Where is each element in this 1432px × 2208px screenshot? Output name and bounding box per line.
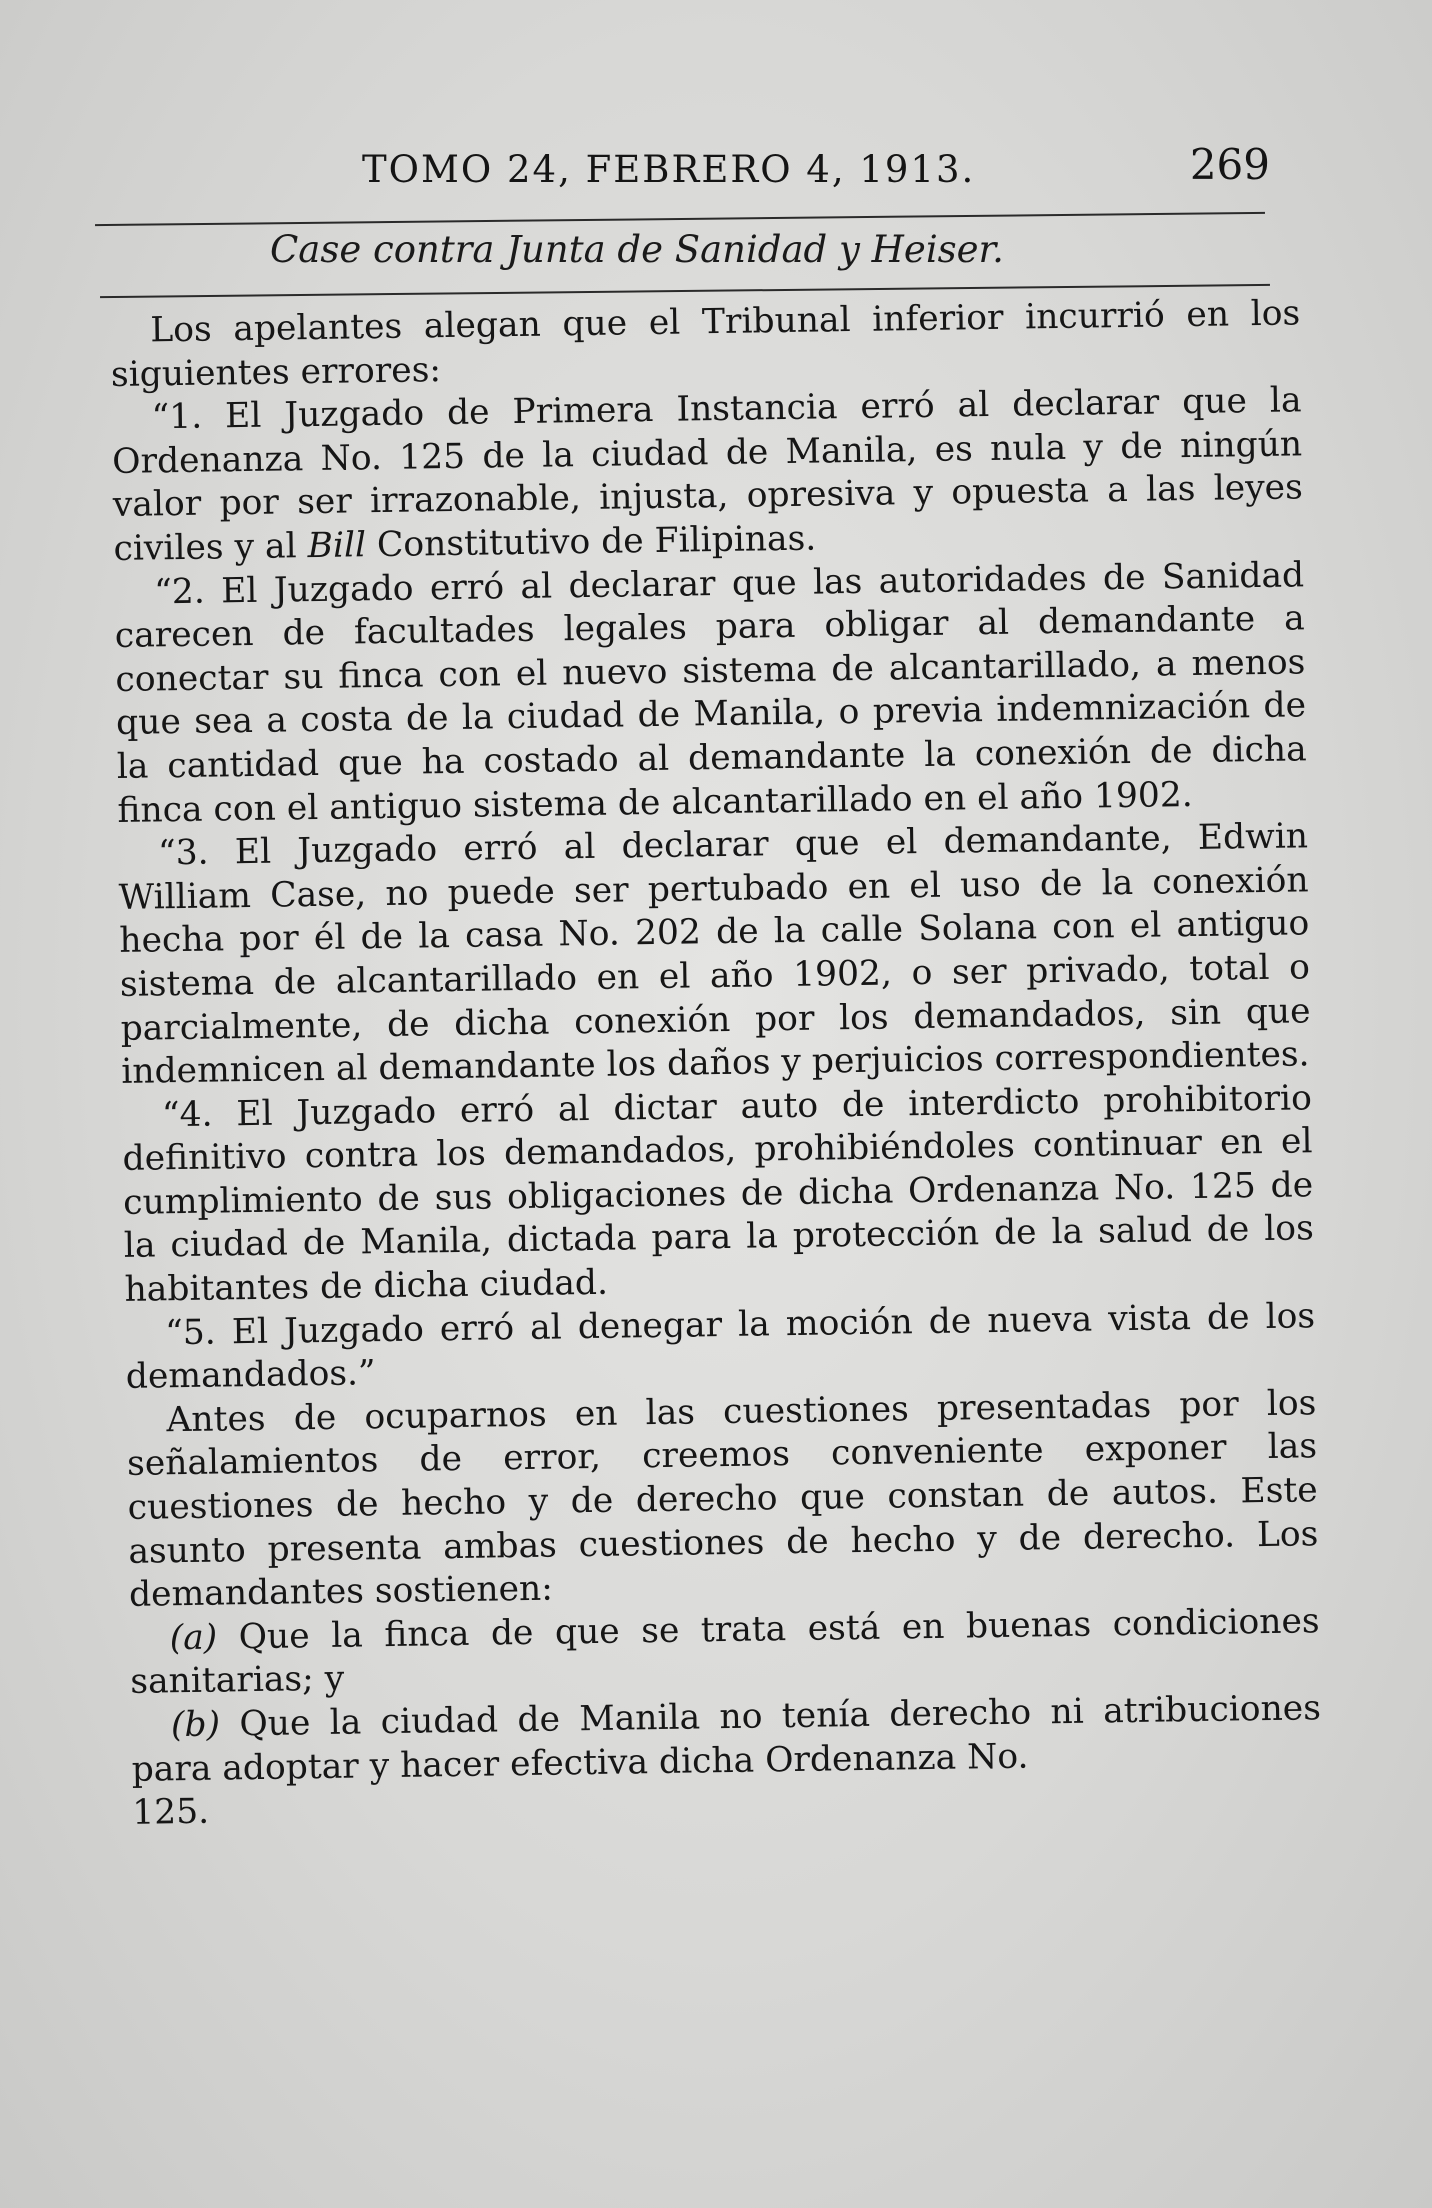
error-2-paragraph: “2. El Juzgado erró al declarar que las autoridades de Sanidad carecen de facultades legales para obligar al demandante a conectar su finca con el nuevo sistema de alcantarillado, a menos que sea a costa de la ciudad de Manila, o previa indemnización de la cantidad que ha costado al demandante la conexión de dicha finca con el antiguo sistema de alcantarillado en el año 1902. <box>114 554 1307 831</box>
page-number: 269 <box>1189 140 1270 189</box>
point-a-text: Que la finca de que se trata está en buenas condiciones sanitarias; y <box>130 1601 1320 1703</box>
discussion-paragraph: Antes de ocuparnos en las cuestiones presentadas por los señalamientos de error, creemos conveniente exponer las cuestiones de hecho y de derecho que constan de autos. Este asunto presenta ambas cuestiones de hecho y de derecho. Los demandantes sostienen: <box>126 1383 1319 1616</box>
page-header <box>110 138 1270 198</box>
page-body <box>110 292 1323 1835</box>
closing-line: 125. <box>132 1791 210 1834</box>
error-1-italic: Bill <box>307 525 367 567</box>
case-title: Case contra Junta de Sanidad y Heiser. <box>270 228 1004 271</box>
error-1-paragraph <box>111 380 1303 572</box>
error-1-text-end: Constitutivo de Filipinas. <box>365 518 817 566</box>
point-b-label: (b) <box>170 1704 221 1746</box>
point-b-text: Que la ciudad de Manila no tenía derecho ni atribuciones para adoptar y hacer efectiva dicha Ordenanza No. <box>131 1688 1322 1790</box>
error-1-text: “1. El Juzgado de Primera Instancia erró al declarar que la Ordenanza No. 125 de la ciudad de Manila, es nula y de ningún valor por ser irrazonable, injusta, opresiva y opuesta a las leyes civiles y al <box>111 380 1304 569</box>
error-5-paragraph: “5. El Juzgado erró al denegar la moción de nueva vista de los demandados.” <box>125 1295 1316 1398</box>
running-head: TOMO 24, FEBRERO 4, 1913. <box>362 148 976 191</box>
point-a-label: (a) <box>169 1617 218 1659</box>
error-3-paragraph: “3. El Juzgado erró al declarar que el demandante, Edwin William Case, no puede ser pertubado en el uso de la conexión hecha por él de la casa No. 202 de la calle Solana con el antiguo sistema de alcantarillado en el año 1902, o ser privado, total o parcialmente, de dicha conexión por los demandados, sin que indemnicen al demandante los daños y perjuicios correspondientes. <box>118 816 1311 1093</box>
intro-paragraph: Los apelantes alegan que el Tribunal inferior incurrió en los siguientes errores: <box>110 293 1301 395</box>
header-rule-top <box>95 212 1265 226</box>
error-4-paragraph: “4. El Juzgado erró al dictar auto de interdicto prohibitorio definitivo contra los demandados, prohibiéndoles continuar en el cumplimiento de sus obligaciones de dicha Ordenanza No. 125 de la ciudad de Manila, dictada para la protección de la salud de los habitantes de dicha ciudad. <box>122 1077 1315 1310</box>
